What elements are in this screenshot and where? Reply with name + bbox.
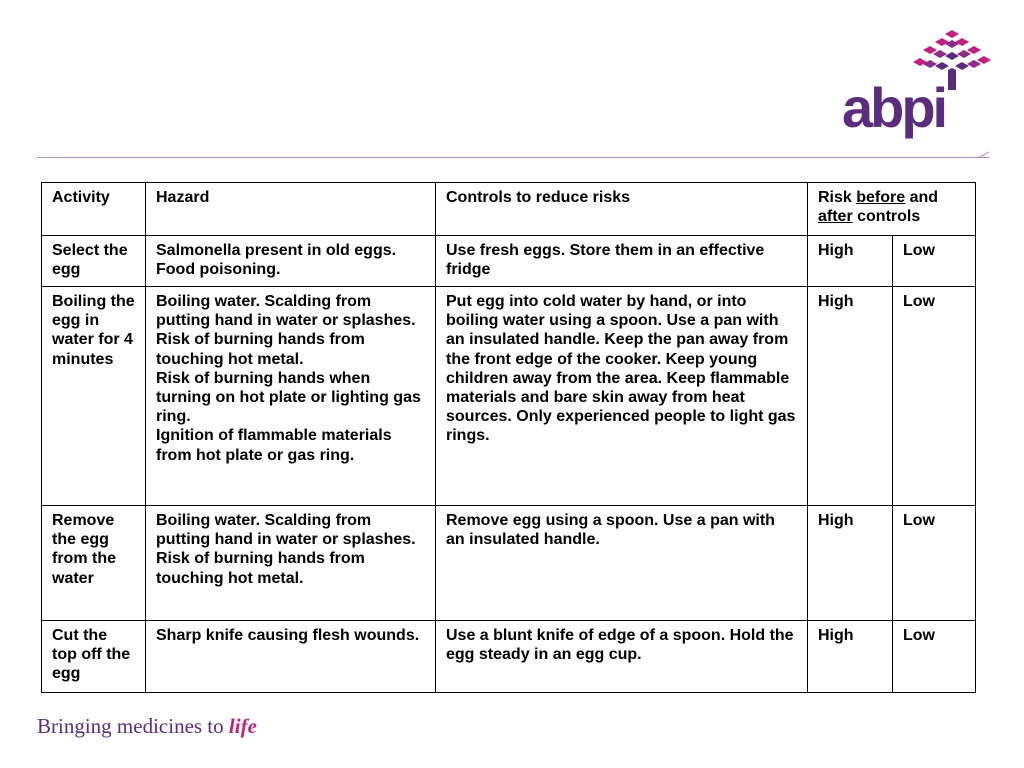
header-activity: Activity [42, 183, 146, 236]
tagline-main: Bringing medicines to [37, 714, 229, 738]
header-risk-after: after [818, 208, 853, 226]
header-risk-and: and [905, 189, 939, 206]
controls-cell: Use fresh eggs. Store them in an effective fridge [436, 236, 808, 287]
risk-after-cell: Low [893, 506, 976, 621]
controls-cell: Use a blunt knife of edge of a spoon. Hold the egg steady in an egg cup. [436, 621, 808, 693]
risk-before-cell: High [808, 287, 893, 506]
controls-cell: Put egg into cold water by hand, or into boiling water using a spoon. Use a pan with an insulated handle. Keep the pan away from the front edge of the cooker. Keep young children away from the area. Keep flammable materials and bare skin away from heat sources. Only experienced people to light gas rings. [436, 287, 808, 506]
divider-end-mark [978, 151, 990, 159]
table-row [42, 621, 976, 693]
header-risk [808, 183, 976, 236]
controls-cell: Remove egg using a spoon. Use a pan with an insulated handle. [436, 506, 808, 621]
risk-assessment-table [41, 182, 976, 693]
activity-cell: Boiling the egg in water for 4 minutes [42, 287, 146, 506]
table-row [42, 506, 976, 621]
hazard-cell: Sharp knife causing flesh wounds. [146, 621, 436, 693]
footer-tagline [37, 714, 257, 739]
risk-before-cell: High [808, 506, 893, 621]
activity-cell: Cut the top off the egg [42, 621, 146, 693]
abpi-logo [842, 28, 992, 143]
header-risk-prefix: Risk [818, 189, 857, 206]
tagline-emphasis: life [228, 714, 257, 738]
header-hazard: Hazard [146, 183, 436, 236]
risk-after-cell: Low [893, 621, 976, 693]
header-risk-suffix: controls [852, 208, 921, 226]
activity-cell: Remove the egg from the water [42, 506, 146, 621]
table-row [42, 236, 976, 287]
header-divider [37, 157, 989, 158]
hazard-cell: Boiling water. Scalding from putting hand in water or splashes. Risk of burning hands from touching hot metal. [146, 506, 436, 621]
risk-before-cell: High [808, 236, 893, 287]
hazard-cell: Boiling water. Scalding from putting hand in water or splashes. Risk of burning hands from touching hot metal. Risk of burning hands when turning on hot plate or lighting gas ring. Ignition of flammable materials from hot plate or gas ring. [146, 287, 436, 506]
table-header-row [42, 183, 976, 236]
hazard-cell: Salmonella present in old eggs. Food poisoning. [146, 236, 436, 287]
risk-after-cell: Low [893, 236, 976, 287]
risk-after-cell: Low [893, 287, 976, 506]
abpi-wordmark: abpi [842, 76, 946, 139]
activity-cell: Select the egg [42, 236, 146, 287]
header-controls: Controls to reduce risks [436, 183, 808, 236]
header-risk-before: before [856, 189, 906, 206]
table-row [42, 287, 976, 506]
risk-before-cell: High [808, 621, 893, 693]
